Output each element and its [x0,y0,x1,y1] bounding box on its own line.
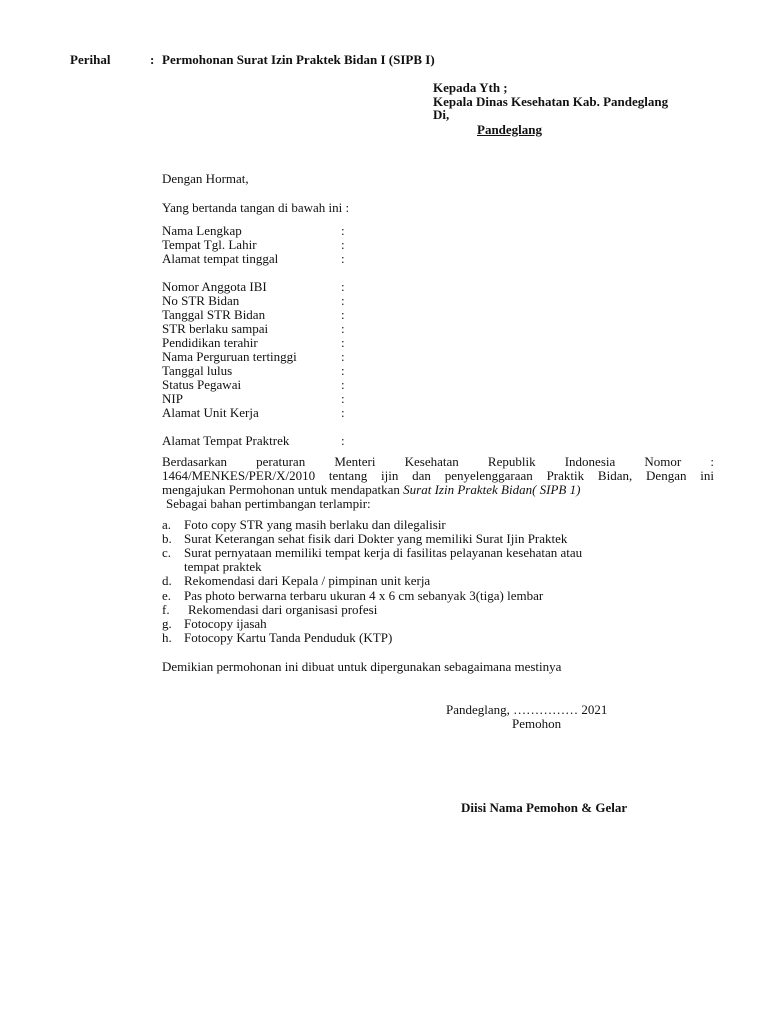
field-label: Pendidikan terahir [162,335,258,350]
list-text: Surat Keterangan sehat fisik dari Dokter yang memiliki Surat Ijin Praktek [184,531,568,546]
list-text: Rekomendasi dari organisasi profesi [188,602,378,617]
field-label: Nomor Anggota IBI [162,279,267,294]
list-marker: g. [162,616,172,631]
intro-text: Yang bertanda tangan di bawah ini : [162,200,350,215]
field-label: Alamat Tempat Praktrek [162,433,290,448]
greeting: Dengan Hormat, [162,171,249,186]
field-colon: : [341,307,345,322]
field-colon: : [341,321,345,336]
field-label: No STR Bidan [162,293,240,308]
field-label: STR berlaku sampai [162,321,269,336]
attachments-intro: Sebagai bahan pertimbangan terlampir: [166,496,371,511]
list-marker: f. [162,602,170,617]
list-marker: c. [162,545,172,560]
body-paragraph-line2: 1464/MENKES/PER/X/2010 tentang ijin dan penyelenggaraan Praktik Bidan, Dengan ini [162,468,714,483]
list-marker: h. [162,630,172,645]
list-text: Rekomendasi dari Kepala / pimpinan unit kerja [184,573,431,588]
field-label: Tanggal STR Bidan [162,307,266,322]
field-colon: : [341,349,345,364]
body-paragraph-line1: Berdasarkan peraturan Menteri Kesehatan Republik Indonesia Nomor : [162,454,714,469]
field-colon: : [341,223,345,238]
perihal-colon: : [150,52,155,67]
field-colon: : [341,279,345,294]
field-label: NIP [162,391,183,406]
field-colon: : [341,405,345,420]
list-marker: b. [162,531,172,546]
field-colon: : [341,293,345,308]
field-label: Alamat Unit Kerja [162,405,259,420]
field-label: Status Pegawai [162,377,242,392]
field-colon: : [341,237,345,252]
body-paragraph-line3-text: mengajukan Permohonan untuk mendapatkan [162,482,404,497]
recipient-greeting: Kepada Yth ; [433,80,508,95]
list-text: tempat praktek [184,559,262,574]
list-text: Foto copy STR yang masih berlaku dan dilegalisir [184,517,446,532]
recipient-di: Di, [433,107,450,122]
list-marker: a. [162,517,172,532]
field-colon: : [341,251,345,266]
recipient-name: Kepala Dinas Kesehatan Kab. Pandeglang [433,94,669,109]
field-label: Tempat Tgl. Lahir [162,237,257,252]
signature-role: Pemohon [512,716,562,731]
perihal-label: Perihal [70,52,111,67]
field-label: Alamat tempat tinggal [162,251,279,266]
list-text: Fotocopy ijasah [184,616,267,631]
sipb-reference: Surat Izin Praktek Bidan( SIPB 1) [403,482,581,497]
list-marker: d. [162,573,172,588]
list-text: Surat pernyataan memiliki tempat kerja di fasilitas pelayanan kesehatan atau [184,545,583,560]
field-colon: : [341,363,345,378]
subject-line: Permohonan Surat Izin Praktek Bidan I (SIPB I) [162,52,435,67]
recipient-city: Pandeglang [477,122,543,137]
signature-place-date: Pandeglang, …………… 2021 [446,702,608,717]
list-text: Fotocopy Kartu Tanda Penduduk (KTP) [184,630,393,645]
field-colon: : [341,377,345,392]
list-text: Pas photo berwarna terbaru ukuran 4 x 6 cm sebanyak 3(tiga) lembar [184,588,544,603]
field-label: Nama Perguruan tertinggi [162,349,297,364]
closing-statement: Demikian permohonan ini dibuat untuk dipergunakan sebagaimana mestinya [162,659,562,674]
field-label: Nama Lengkap [162,223,242,238]
field-colon: : [341,433,345,448]
field-colon: : [341,335,345,350]
signature-name: Diisi Nama Pemohon & Gelar [461,800,628,815]
field-colon: : [341,391,345,406]
body-paragraph-line3 [162,483,580,497]
list-marker: e. [162,588,172,603]
field-label: Tanggal lulus [162,363,233,378]
